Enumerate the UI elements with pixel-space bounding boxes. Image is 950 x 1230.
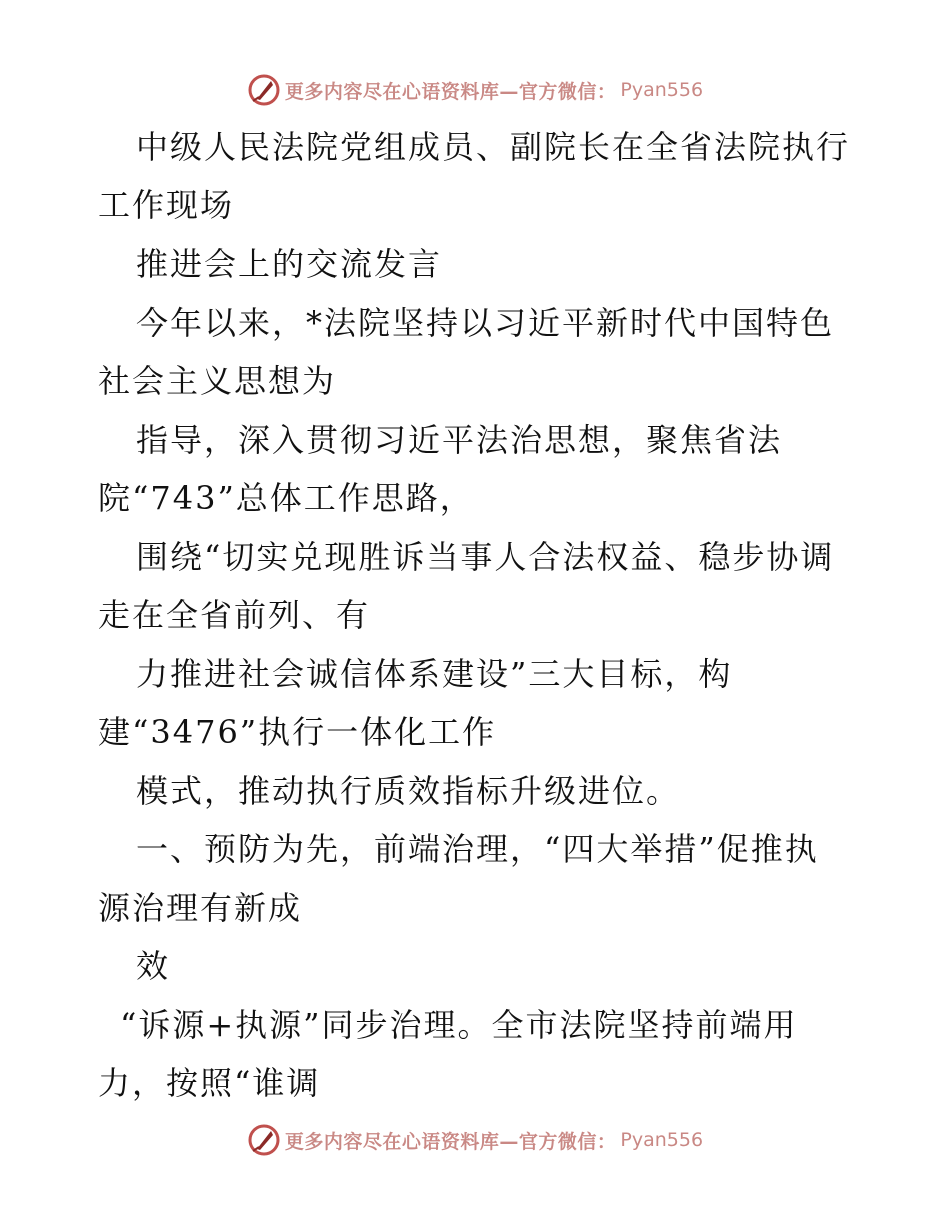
watermark-handle: Pyan556	[620, 79, 704, 101]
text-line: 院“743”总体工作思路，	[98, 479, 474, 517]
quill-logo-icon	[247, 73, 281, 107]
text-line: 力推进社会诚信体系建设”三大目标，构	[136, 655, 733, 693]
text-line: “诉源+执源”同步治理。全市法院坚持前端用	[120, 1006, 798, 1044]
watermark-text: 更多内容尽在心语资料库—官方微信：	[284, 1130, 617, 1153]
section-heading: 一、预防为先，前端治理，“四大举措”促推执	[136, 830, 819, 868]
text-line: 中级人民法院党组成员、副院长在全省法院执行	[136, 128, 851, 166]
section-heading: 效	[136, 947, 171, 985]
text-line: 围绕“切实兑现胜诉当事人合法权益、稳步协调	[136, 538, 835, 576]
text-line: 工作现场	[98, 186, 235, 224]
text-line: 模式，推动执行质效指标升级进位。	[136, 772, 681, 810]
watermark-handle: Pyan556	[620, 1129, 704, 1151]
quill-logo-icon	[247, 1123, 281, 1157]
text-line: 推进会上的交流发言	[136, 245, 443, 283]
footer-watermark	[0, 1120, 950, 1160]
text-line: 今年以来，*法院坚持以习近平新时代中国特色	[136, 304, 835, 342]
text-line: 建“3476”执行一体化工作	[98, 713, 497, 751]
watermark-text: 更多内容尽在心语资料库—官方微信：	[284, 80, 617, 103]
text-line: 力，按照“谁调	[98, 1064, 321, 1102]
text-line: 指导，深入贯彻习近平法治思想，聚焦省法	[136, 421, 783, 459]
section-heading: 源治理有新成	[98, 889, 303, 927]
header-watermark	[0, 70, 950, 110]
text-line: 走在全省前列、有	[98, 596, 371, 634]
text-line: 社会主义思想为	[98, 362, 337, 400]
